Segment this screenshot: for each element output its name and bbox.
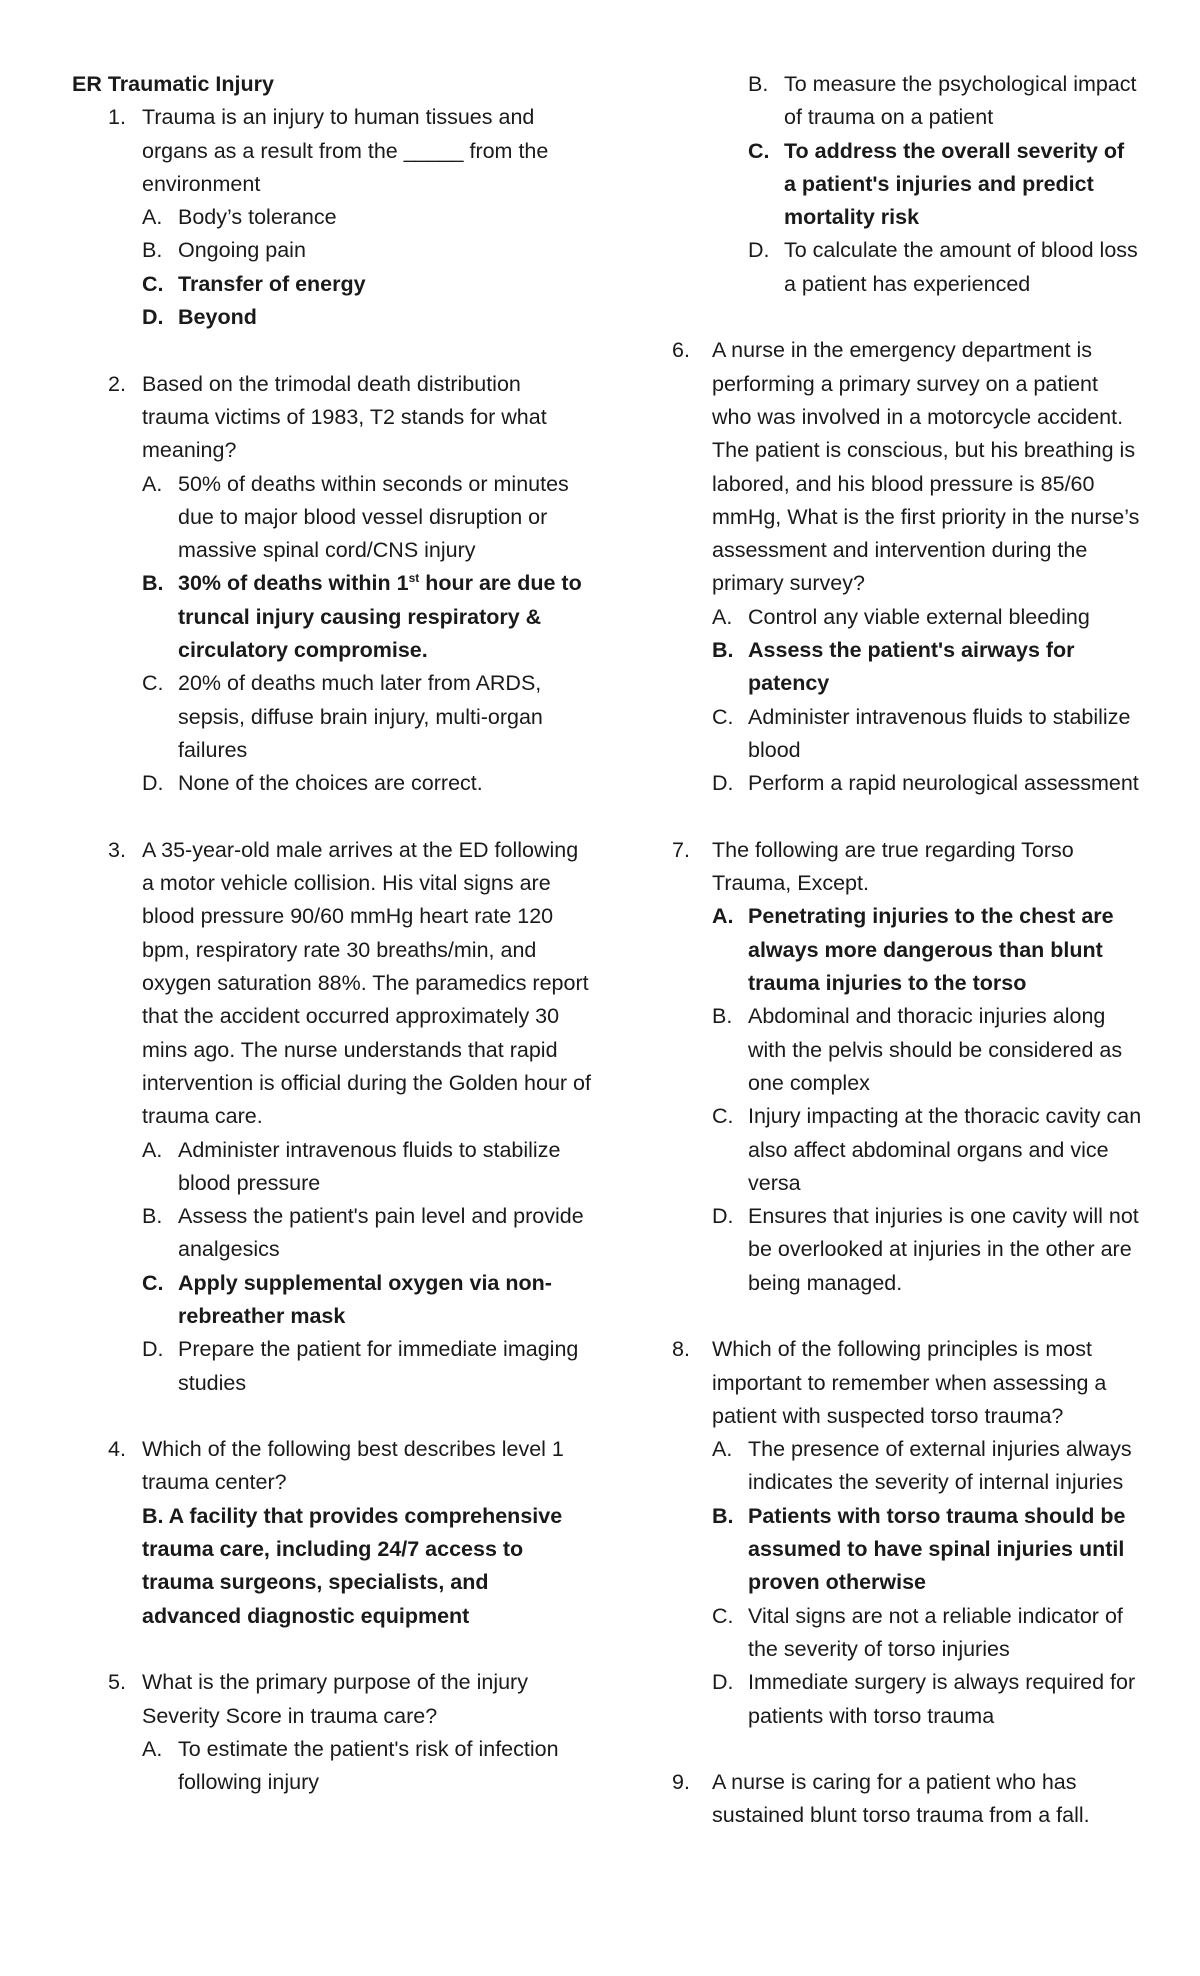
option-text: 20% of deaths much later from ARDS, sepsis, diffuse brain injury, multi-organ failures [178,671,543,762]
option-text: Penetrating injuries to the chest are always more dangerous than blunt trauma injuries to the torso [748,904,1114,996]
question-text: Trauma is an injury to human tissues and organs as a result from the _____ from the environment [142,105,549,196]
option-letter: C. [748,138,770,163]
option-text: The presence of external injuries always indicates the severity of internal injuries [748,1437,1132,1495]
option-text: Abdominal and thoracic injuries along with the pelvis should be considered as one complex [748,1004,1123,1095]
option-c [712,1100,1142,1200]
option-text: Assess the patient's airways for patency [748,638,1075,696]
option-letter: A. [712,904,734,929]
option-c [142,667,592,767]
option-d [142,767,592,800]
option-d [142,1333,592,1400]
ordinal-suffix: st [408,571,420,586]
question-1 [72,101,592,334]
question-text: Which of the following best describes level 1 trauma center? [142,1437,564,1495]
option-text: To calculate the amount of blood loss a patient has experienced [784,238,1138,296]
option-letter: C. [712,1104,734,1129]
option-letter: D. [142,771,164,796]
option-text: Injury impacting at the thoracic cavity can also affect abdominal organs and vice versa [748,1104,1142,1195]
question-text: What is the primary purpose of the injury Severity Score in trauma care? [142,1670,528,1728]
question-text: A nurse in the emergency department is performing a primary survey on a patient who was involved in a motorcycle accident. The patient is conscious, but his breathing is labored, and his blood pressure is 85/60 mmHg, What is the first priority in the nurse’s assessment and intervention during the primary survey? [712,338,1140,596]
option-letter: A. [712,604,733,629]
question-6 [672,334,1142,800]
question-5-continued [672,68,1142,301]
option-letter: C. [142,1270,164,1295]
option-b [712,1000,1142,1100]
option-text: Administer intravenous fluids to stabilize blood pressure [178,1137,561,1195]
option-letter: C. [712,1603,734,1628]
option-text: Ensures that injuries is one cavity will not be overlooked at injuries in the other are being managed. [748,1204,1139,1295]
option-b-answer [712,1500,1142,1600]
option-text: Apply supplemental oxygen via non-rebreather mask [178,1270,552,1328]
option-text: None of the choices are correct. [178,771,483,796]
question-number: 7. [672,837,690,862]
question-number: 3. [108,837,126,862]
option-letter: C. [142,671,164,696]
question-7 [672,834,1142,1300]
option-letter: D. [712,771,734,796]
question-8 [672,1333,1142,1733]
option-letter: A. [142,1736,163,1761]
question-number: 4. [108,1437,126,1462]
option-d-answer [142,301,592,334]
option-letter: D. [748,238,770,263]
option-letter: B. [712,1503,734,1528]
option-letter: A. [142,1137,163,1162]
option-text: Control any viable external bleeding [748,604,1090,629]
option-letter: D. [142,305,164,330]
question-number: 8. [672,1337,690,1362]
option-text: Transfer of energy [178,271,366,296]
question-4 [72,1433,592,1633]
right-column [672,68,1142,1866]
option-letter: B. [712,1004,733,1029]
option-b [142,1200,592,1267]
option-text: Prepare the patient for immediate imaging studies [178,1337,579,1395]
option-text: Body’s tolerance [178,205,337,230]
option-text: Ongoing pain [178,238,306,263]
option-text: To address the overall severity of a patient's injuries and predict mortality risk [784,138,1125,230]
option-b [142,234,592,267]
option-letter: A. [712,1437,733,1462]
option-b [748,68,1142,135]
option-text: Assess the patient's pain level and provide analgesics [178,1204,584,1262]
option-text: Perform a rapid neurological assessment [748,771,1139,796]
option-a [712,601,1142,634]
option-d [712,1666,1142,1733]
option-d [712,1200,1142,1300]
option-text: Vital signs are not a reliable indicator of the severity of torso injuries [748,1603,1123,1661]
question-text: Based on the trimodal death distribution trauma victims of 1983, T2 stands for what meaning? [142,371,547,463]
option-letter: B. [712,638,734,663]
option-a [142,201,592,234]
option-b-answer [712,634,1142,701]
option-d [748,234,1142,301]
option-letter: B. [142,1204,163,1229]
question-text: A nurse is caring for a patient who has sustained blunt torso trauma from a fall. [712,1770,1090,1828]
option-c-answer [142,268,592,301]
option-c-answer [142,1267,592,1334]
option-a [142,1134,592,1201]
option-text: Immediate surgery is always required for patients with torso trauma [748,1670,1136,1728]
option-c [712,701,1142,768]
question-number: 9. [672,1770,690,1795]
question-number: 6. [672,338,690,363]
option-letter: D. [712,1204,734,1229]
question-text: Which of the following principles is most important to remember when assessing a patient with suspected torso trauma? [712,1337,1107,1428]
question-text: A 35-year-old male arrives at the ED following a motor vehicle collision. His vital signs are blood pressure 90/60 mmHg heart rate 120 bpm, respiratory rate 30 breaths/min, and oxygen saturation 88%. The paramedics report that the accident occurred approximately 30 mins ago. The nurse understands that rapid intervention is official during the Golden hour of trauma care. [142,837,591,1129]
question-text: The following are true regarding Torso Trauma, Except. [712,837,1074,896]
option-letter: A. [142,471,163,496]
question-9 [672,1766,1142,1833]
option-letter: C. [712,704,734,729]
left-column [72,68,592,1833]
option-text: To measure the psychological impact of trauma on a patient [784,72,1137,130]
option-letter: A. [142,205,163,230]
option-text: 50% of deaths within seconds or minutes due to major blood vessel disruption or massive spinal cord/CNS injury [178,471,569,563]
option-text-pre: 30% of deaths within 1 [178,571,409,596]
option-text-post: hour are due to truncal injury causing respiratory & circulatory compromise. [178,571,582,663]
option-letter: B. [142,238,163,263]
option-text: Patients with torso trauma should be assumed to have spinal injuries until proven otherwise [748,1503,1126,1595]
option-c-answer [748,135,1142,235]
option-letter: D. [142,1337,164,1362]
option-text: Administer intravenous fluids to stabilize blood [748,704,1131,762]
option-letter: C. [142,271,164,296]
option-a [142,468,592,568]
option-letter: B. [142,571,164,596]
option-letter: B. [748,72,769,96]
option-a [712,1433,1142,1500]
option-text: To estimate the patient's risk of infection following injury [178,1736,559,1795]
option-letter: D. [712,1670,734,1695]
question-number: 2. [108,371,126,396]
document-title: ER Traumatic Injury [72,72,274,96]
option-a-answer [712,900,1142,1000]
option-text: Beyond [178,305,257,330]
question-number: 1. [108,105,126,130]
answer-text: B. A facility that provides comprehensive trauma care, including 24/7 access to trauma surgeons, specialists, and advanced diagnostic equipment [142,1503,563,1628]
question-number: 5. [108,1670,126,1695]
question-3 [72,834,592,1400]
question-5 [72,1666,592,1799]
question-2 [72,368,592,801]
option-c [712,1600,1142,1667]
option-b-answer [142,567,592,667]
option-d [712,767,1142,800]
option-a [142,1733,592,1800]
